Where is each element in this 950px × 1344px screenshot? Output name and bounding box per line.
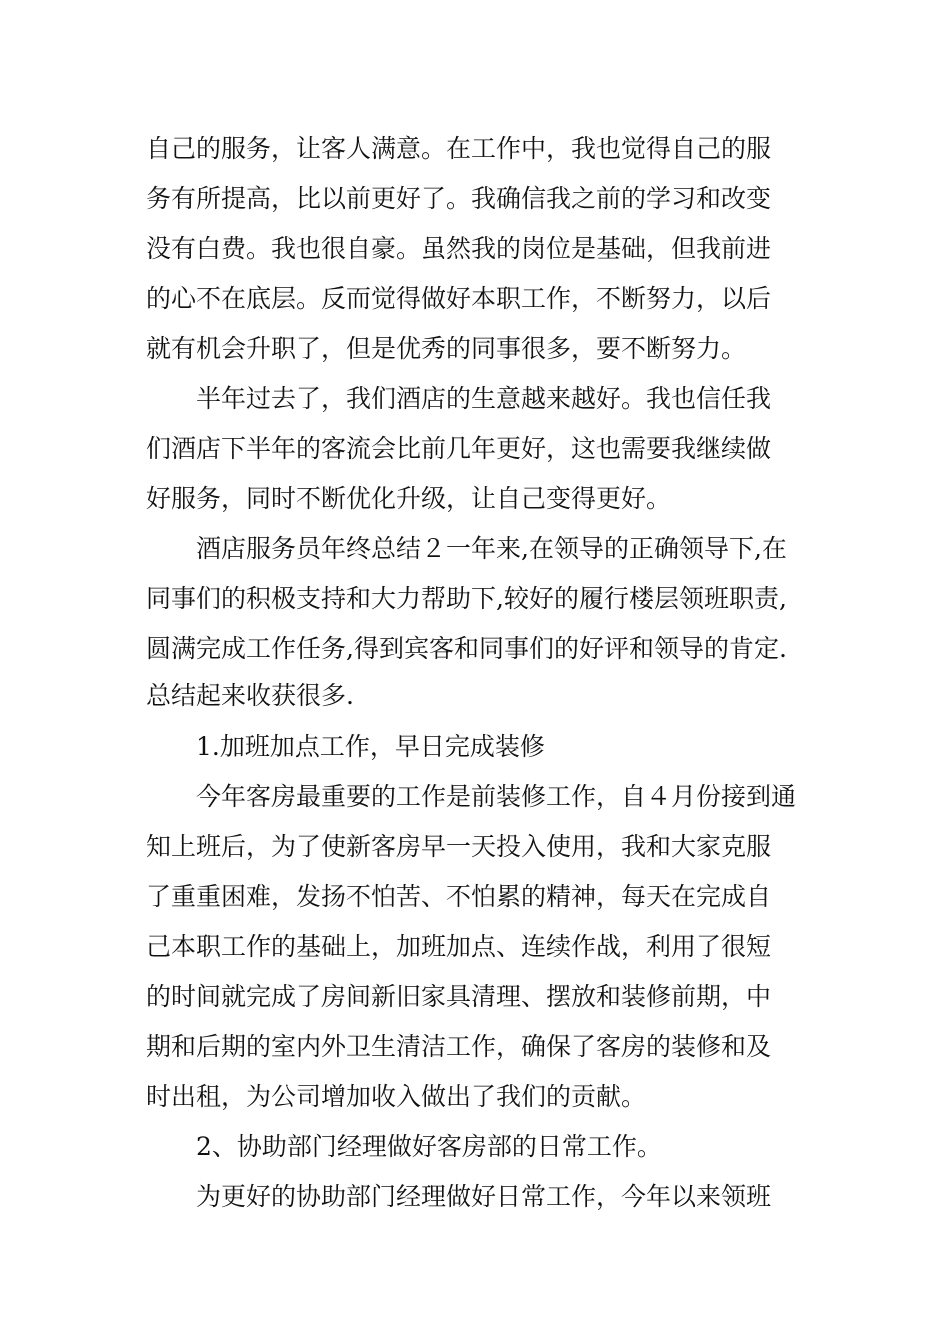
paragraph-first-line: 今年客房最重要的工作是前装修工作，自４月份接到通	[196, 782, 797, 811]
paragraph-first-line: 半年过去了，我们酒店的生意越来越好。我也信任我	[196, 384, 772, 413]
text-line: 的时间就完成了房间新旧家具清理、摆放和装修前期，中	[146, 982, 772, 1011]
text-line: 务有所提高，比以前更好了。我确信我之前的学习和改变	[146, 184, 772, 213]
text-line: 己本职工作的基础上，加班加点、连续作战，利用了很短	[146, 932, 772, 961]
text-line: 的心不在底层。反而觉得做好本职工作，不断努力，以后	[146, 284, 772, 313]
text-line: 了重重困难，发扬不怕苦、不怕累的精神，每天在完成自	[146, 882, 772, 911]
text-line: 好服务，同时不断优化升级，让自己变得更好。	[146, 484, 672, 513]
text-line: 就有机会升职了，但是优秀的同事很多，要不断努力。	[146, 334, 747, 363]
text-line: 期和后期的室内外卫生清洁工作，确保了客房的装修和及	[146, 1032, 772, 1061]
text-line: 圆满完成工作任务,得到宾客和同事们的好评和领导的肯定.	[146, 634, 787, 663]
text-line: 没有白费。我也很自豪。虽然我的岗位是基础，但我前进	[146, 234, 772, 263]
section-heading: 2、协助部门经理做好客房部的日常工作。	[196, 1132, 662, 1161]
text-line: 知上班后，为了使新客房早一天投入使用，我和大家克服	[146, 832, 772, 861]
text-line: 总结起来收获很多.	[146, 681, 354, 710]
section-heading: 1.加班加点工作，早日完成装修	[196, 732, 545, 761]
paragraph-first-line: 酒店服务员年终总结２一年来,在领导的正确领导下,在	[196, 534, 787, 563]
text-line: 时出租，为公司增加收入做出了我们的贡献。	[146, 1082, 647, 1111]
text-line: 同事们的积极支持和大力帮助下,较好的履行楼层领班职责,	[146, 584, 787, 613]
text-line: 们酒店下半年的客流会比前几年更好，这也需要我继续做	[146, 434, 772, 463]
text-line: 自己的服务，让客人满意。在工作中，我也觉得自己的服	[146, 134, 772, 163]
paragraph-first-line: 为更好的协助部门经理做好日常工作，今年以来领班	[196, 1182, 772, 1211]
